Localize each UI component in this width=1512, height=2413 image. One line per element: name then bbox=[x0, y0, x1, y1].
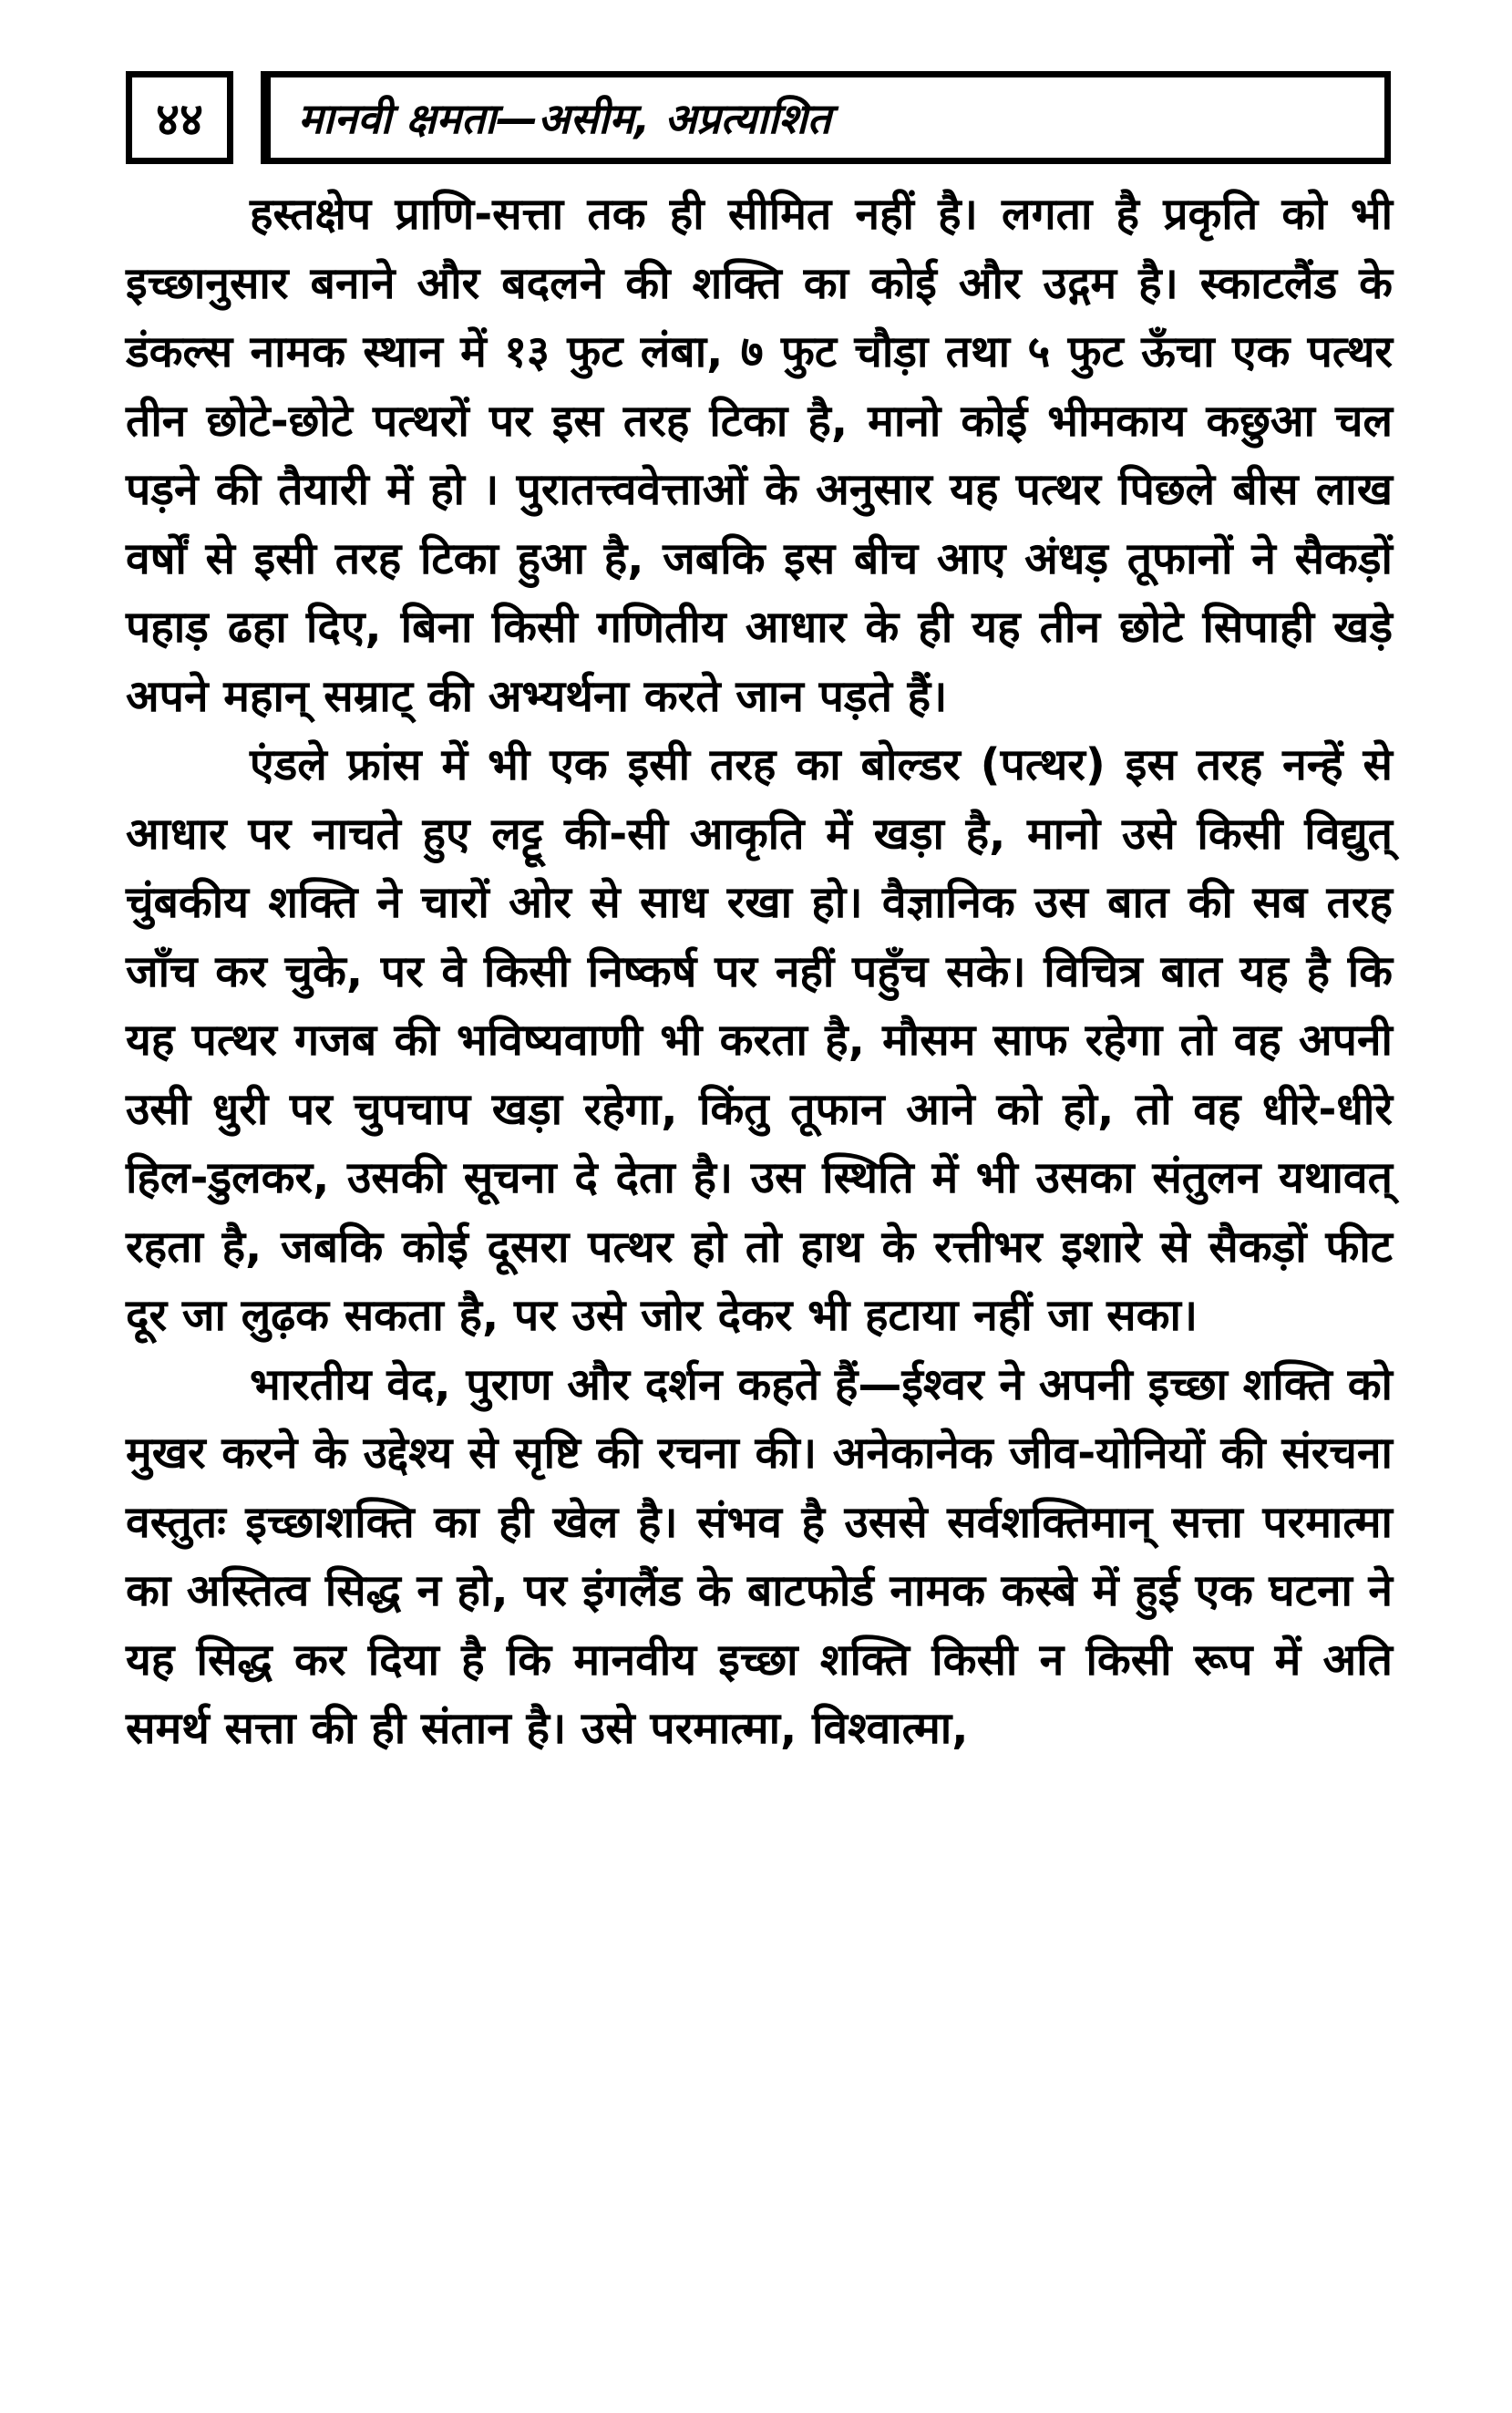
page-header bbox=[126, 71, 1391, 173]
running-title: मानवी क्षमता—असीम, अप्रत्याशित bbox=[261, 71, 1391, 164]
paragraph-3: भारतीय वेद, पुराण और दर्शन कहते हैं—ईश्वर ने अपनी इच्छा शक्ति को मुखर करने के उद्देश्य से सृष्टि की रचना की। अनेकानेक जीव-योनियों की संरचना वस्तुतः इच्छाशक्ति का ही खेल है। संभव है उससे सर्वशक्तिमान् सत्ता परमात्मा का अस्तित्व सिद्ध न हो, पर इंगलैंड के बाटफोर्ड नामक कस्बे में हुई एक घटना ने यह सिद्ध कर दिया है कि मानवीय इच्छा शक्ति किसी न किसी रूप में अति समर्थ सत्ता की ही संतान है। उसे परमात्मा, विश्वात्मा, bbox=[126, 1358, 1393, 1754]
body-text bbox=[126, 180, 1393, 1764]
paragraph-2: एंडले फ्रांस में भी एक इसी तरह का बोल्डर (पत्थर) इस तरह नन्हें से आधार पर नाचते हुए लट्टू की-सी आकृति में खड़ा है, मानो उसे किसी विद्युत् चुंबकीय शक्ति ने चारों ओर से साध रखा हो। वैज्ञानिक उस बात की सब तरह जाँच कर चुके, पर वे किसी निष्कर्ष पर नहीं पहुँच सके। विचित्र बात यह है कि यह पत्थर गजब की भविष्यवाणी भी करता है, मौसम साफ रहेगा तो वह अपनी उसी धुरी पर चुपचाप खड़ा रहेगा, किंतु तूफान आने को हो, तो वह धीरे-धीरे हिल-डुलकर, उसकी सूचना दे देता है। उस स्थिति में भी उसका संतुलन यथावत् रहता है, जबकि कोई दूसरा पत्थर हो तो हाथ के रत्तीभर इशारे से सैकड़ों फीट दूर जा लुढ़क सकता है, पर उसे जोर देकर भी हटाया नहीं जा सका। bbox=[126, 739, 1393, 1341]
page-number: ४४ bbox=[126, 71, 233, 164]
paragraph-1: हस्तक्षेप प्राणि-सत्ता तक ही सीमित नहीं है। लगता है प्रकृति को भी इच्छानुसार बनाने और बदलने की शक्ति का कोई और उद्गम है। स्काटलैंड के डंकल्स नामक स्थान में १३ फुट लंबा, ७ फुट चौड़ा तथा ५ फुट ऊँचा एक पत्थर तीन छोटे-छोटे पत्थरों पर इस तरह टिका है, मानो कोई भीमकाय कछुआ चल पड़ने की तैयारी में हो । पुरातत्त्ववेत्ताओं के अनुसार यह पत्थर पिछले बीस लाख वर्षों से इसी तरह टिका हुआ है, जबकि इस बीच आए अंधड़ तूफानों ने सैकड़ों पहाड़ ढहा दिए, बिना किसी गणितीय आधार के ही यह तीन छोटे सिपाही खड़े अपने महान् सम्राट् की अभ्यर्थना करते जान पड़ते हैं। bbox=[126, 189, 1393, 722]
